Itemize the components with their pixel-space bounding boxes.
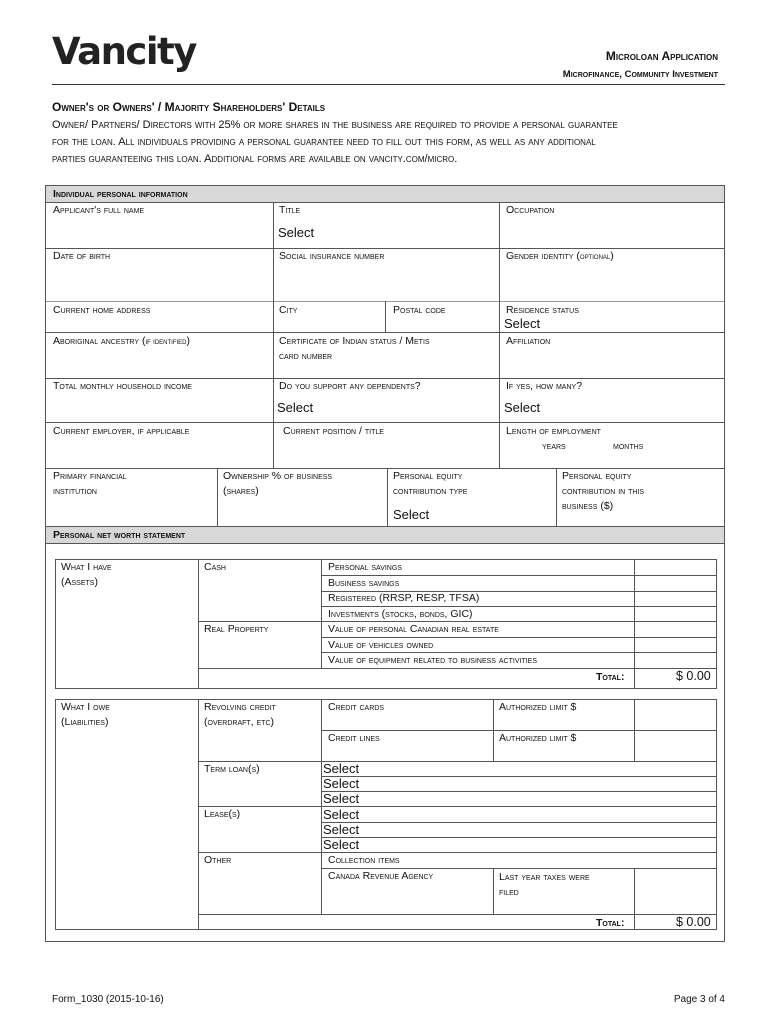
intro-line: parties guaranteeing this loan. Additional forms are available on vancity.com/micro. xyxy=(52,153,458,165)
affiliation-label: Affiliation xyxy=(506,335,551,347)
liabilities-total-value: $ 0.00 xyxy=(676,915,711,929)
networth-heading: Personal net worth statement xyxy=(53,529,186,541)
equity-amount-label: Personal equity xyxy=(562,470,632,482)
fin-inst-label: Primary financial xyxy=(53,470,127,482)
certificate-label: Certificate of Indian status / Metis xyxy=(279,335,430,347)
months-label: months xyxy=(613,440,644,452)
employer-label: Current employer, if applicable xyxy=(53,425,190,437)
assets-table xyxy=(55,559,717,689)
credit-cards-label: Credit cards xyxy=(328,701,385,713)
form-box xyxy=(45,185,725,942)
city-label: City xyxy=(279,304,298,316)
revolving-label-2: (overdraft, etc) xyxy=(204,716,274,728)
aboriginal-close: ) xyxy=(186,335,190,347)
form-title: Microloan Application xyxy=(605,49,718,63)
gender-close: ) xyxy=(610,250,614,262)
asset-item: Business savings xyxy=(328,577,400,589)
occupation-label: Occupation xyxy=(506,204,555,216)
employment-length-label: Length of employment xyxy=(506,425,601,437)
form-subtitle: Microfinance, Community Investment xyxy=(562,69,718,80)
intro-line: for the loan. All individuals providing a personal guarantee need to fill out this form, as well as any additional xyxy=(52,136,596,148)
cash-label: Cash xyxy=(204,561,226,573)
asset-item: Value of vehicles owned xyxy=(328,639,434,651)
term-loans-label: Term loan(s) xyxy=(204,763,260,775)
asset-item: Value of equipment related to business activities xyxy=(328,654,538,666)
address-label: Current home address xyxy=(53,304,151,316)
collection-label: Collection items xyxy=(328,854,400,866)
gender-optional: optional xyxy=(579,251,611,261)
certificate-label-2: card number xyxy=(279,350,333,362)
authorized-limit-label: Authorized limit $ xyxy=(499,701,577,713)
ownership-label: Ownership % of business xyxy=(223,470,333,482)
assets-label: What I have xyxy=(61,561,112,573)
liability-select[interactable]: Select xyxy=(323,791,360,806)
position-label: Current position / title xyxy=(283,425,384,437)
last-taxes-label-2: filed xyxy=(499,886,519,898)
dob-label: Date of birth xyxy=(53,250,111,262)
postal-label: Postal code xyxy=(393,304,446,316)
equity-amount-label-2: contribution in this xyxy=(562,485,645,497)
assets-total-value: $ 0.00 xyxy=(676,669,711,683)
section-intro xyxy=(52,117,727,168)
personal-info-heading: Individual personal information xyxy=(53,188,188,200)
title-select[interactable]: Select xyxy=(278,225,315,240)
cra-label: Canada Revenue Agency xyxy=(328,870,434,882)
dependents-label: Do you support any dependents? xyxy=(279,380,421,392)
page-number: Page 3 of 4 xyxy=(673,994,725,1005)
other-label: Other xyxy=(204,854,232,866)
applicant-name-label: Applicant's full name xyxy=(53,204,145,216)
dependents-select[interactable]: Select xyxy=(277,400,314,415)
asset-item: Registered (RRSP, RESP, TFSA) xyxy=(328,592,480,604)
assets-total-label: Total: xyxy=(596,671,625,683)
section-title: Owner's or Owners' / Majority Shareholders' Details xyxy=(52,100,326,114)
years-label: years xyxy=(542,440,566,452)
revolving-label: Revolving credit xyxy=(204,701,276,713)
aboriginal-text: Aboriginal ancestry ( xyxy=(53,335,146,347)
equity-type-select[interactable]: Select xyxy=(393,507,430,522)
vancity-logo: Vancity xyxy=(52,30,196,73)
equity-type-label-2: contribution type xyxy=(393,485,468,497)
residence-select[interactable]: Select xyxy=(504,316,541,331)
equity-type-label: Personal equity xyxy=(393,470,463,482)
leases-label: Lease(s) xyxy=(204,808,241,820)
liabilities-table xyxy=(55,699,717,930)
how-many-label: If yes, how many? xyxy=(506,380,583,392)
assets-label-2: (Assets) xyxy=(61,576,98,588)
fin-inst-label-2: institution xyxy=(53,485,97,497)
asset-item: Personal savings xyxy=(328,561,402,573)
liability-select[interactable]: Select xyxy=(323,761,360,776)
liability-select[interactable]: Select xyxy=(323,807,360,822)
authorized-limit-label-2: Authorized limit $ xyxy=(499,732,577,744)
income-label: Total monthly household income xyxy=(53,380,192,392)
how-many-select[interactable]: Select xyxy=(504,400,541,415)
residence-label: Residence status xyxy=(506,304,579,316)
sin-label: Social insurance number xyxy=(279,250,385,262)
asset-item: Investments (stocks, bonds, GIC) xyxy=(328,608,473,620)
title-label: Title xyxy=(279,204,301,216)
liability-select[interactable]: Select xyxy=(323,837,360,852)
gender-text: Gender identity ( xyxy=(506,250,580,262)
gender-label xyxy=(506,249,614,264)
real-property-label: Real Property xyxy=(204,623,269,635)
credit-lines-label: Credit lines xyxy=(328,732,380,744)
liability-select[interactable]: Select xyxy=(323,822,360,837)
ownership-label-2: (shares) xyxy=(223,485,259,497)
liabilities-label: What I owe xyxy=(61,701,110,713)
last-taxes-label: Last year taxes were xyxy=(499,871,590,883)
liabilities-total-label: Total: xyxy=(596,917,625,929)
liability-select[interactable]: Select xyxy=(323,776,360,791)
intro-line: Owner/ Partners/ Directors with 25% or more shares in the business are required to provide a personal guarantee xyxy=(52,119,618,131)
header-divider xyxy=(52,84,725,85)
asset-item: Value of personal Canadian real estate xyxy=(328,623,499,635)
aboriginal-label xyxy=(53,334,190,349)
form-id: Form_1030 (2015-10-16) xyxy=(52,994,164,1005)
liabilities-label-2: (Liabilities) xyxy=(61,716,109,728)
aboriginal-optional: if identified xyxy=(145,336,187,346)
equity-amount-label-3: business ($) xyxy=(562,500,614,512)
